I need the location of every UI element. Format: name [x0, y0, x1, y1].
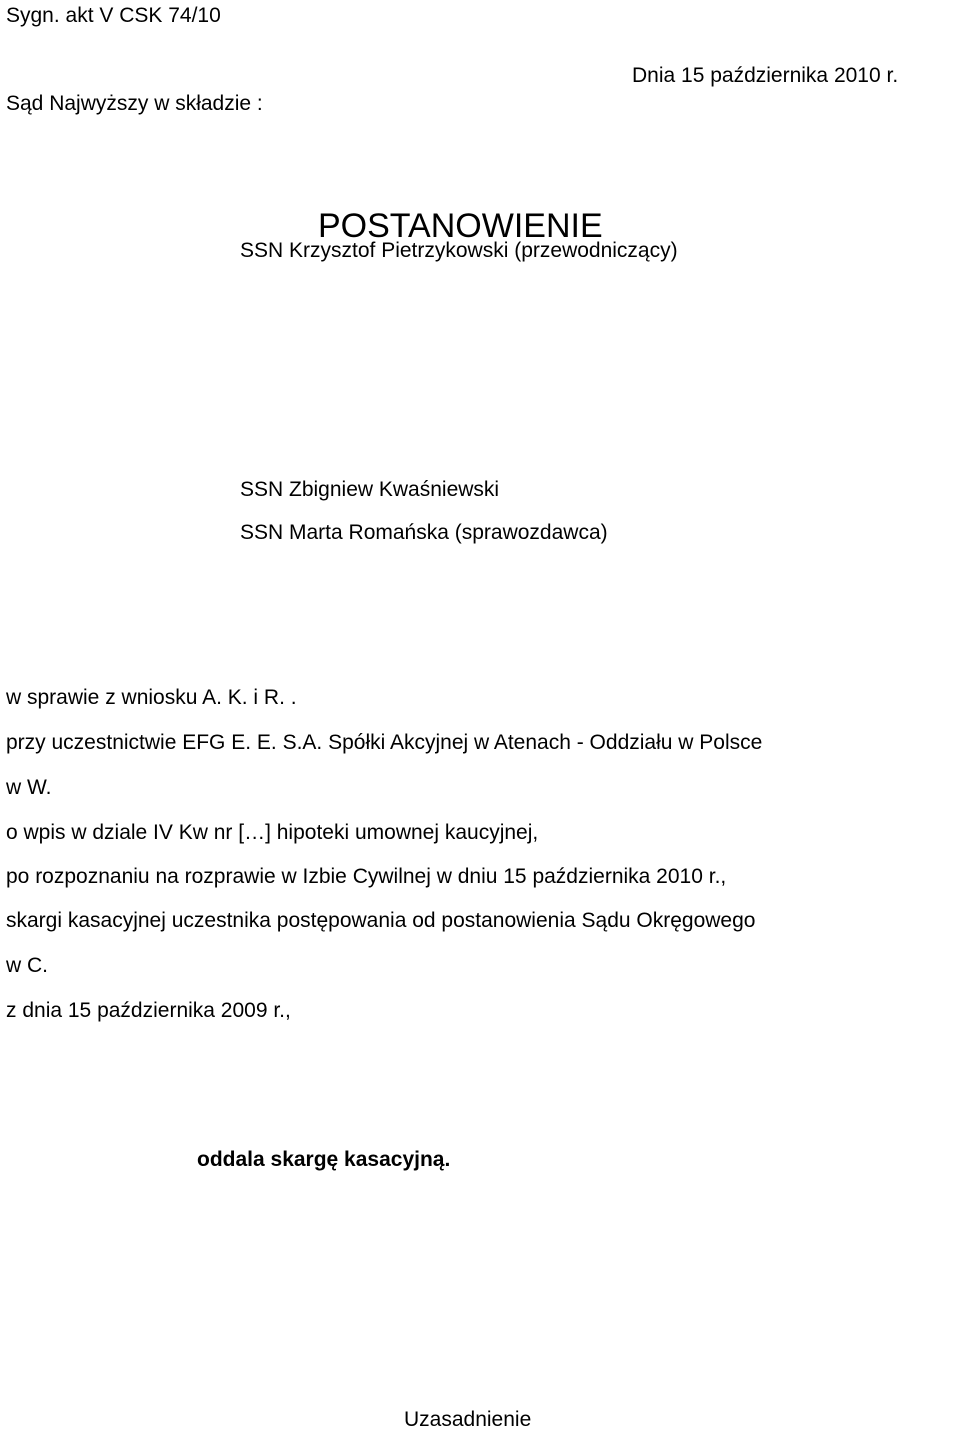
- case-line-subject: o wpis w dziale IV Kw nr […] hipoteki umownej kaucyjnej,: [6, 821, 539, 844]
- case-line-hearing: po rozpoznaniu na rozprawie w Izbie Cywilnej w dniu 15 października 2010 r.,: [6, 865, 727, 888]
- section-heading-justification: Uzasadnienie: [404, 1408, 532, 1431]
- court-composition-label: Sąd Najwyższy w składzie :: [6, 92, 263, 115]
- ruling-operative-part: oddala skargę kasacyjną.: [197, 1148, 451, 1171]
- ruling-date: Dnia 15 października 2010 r.: [632, 64, 899, 87]
- case-signature: Sygn. akt V CSK 74/10: [6, 4, 221, 27]
- panel-member-rapporteur: SSN Marta Romańska (sprawozdawca): [240, 521, 608, 544]
- case-line-applicant: w sprawie z wniosku A. K. i R. .: [6, 686, 297, 709]
- case-line-appeal-date: z dnia 15 października 2009 r.,: [6, 999, 291, 1022]
- case-line-participant-city: w W.: [6, 776, 52, 799]
- case-line-appeal: skargi kasacyjnej uczestnika postępowania od postanowienia Sądu Okręgowego: [6, 909, 756, 932]
- case-line-participant: przy uczestnictwie EFG E. E. S.A. Spółki Akcyjnej w Atenach - Oddziału w Polsce: [6, 731, 763, 754]
- document-title: POSTANOWIENIE: [318, 207, 603, 245]
- case-line-appeal-city: w C.: [6, 954, 48, 977]
- panel-member-presiding: SSN Krzysztof Pietrzykowski (przewodniczący): [240, 239, 678, 262]
- panel-member: SSN Zbigniew Kwaśniewski: [240, 478, 500, 501]
